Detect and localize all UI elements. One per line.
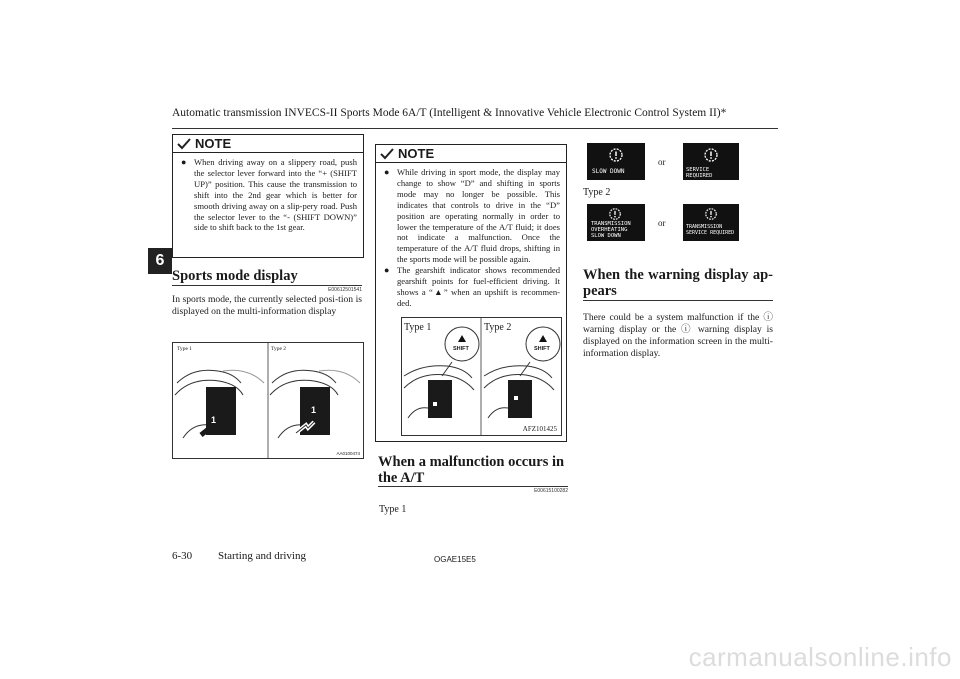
display-service-required bbox=[683, 143, 739, 180]
display-slow-down bbox=[587, 143, 645, 180]
bullet-marker: ● bbox=[181, 157, 187, 167]
figure-type2-label: Type 2 bbox=[271, 346, 287, 352]
display-text bbox=[591, 221, 631, 239]
section-title-sports-mode: Sports mode display bbox=[172, 268, 298, 284]
footer-code: OGAE15E5 bbox=[434, 555, 476, 564]
shift-label-type2: SHIFT bbox=[534, 346, 550, 352]
note-bullet-item bbox=[181, 157, 357, 233]
type2-label: Type 2 bbox=[583, 187, 611, 198]
display-text: SLOW DOWN bbox=[592, 168, 625, 175]
figure-shift-indicator bbox=[401, 317, 562, 436]
shift-indicator-illustration bbox=[402, 318, 561, 435]
watermark: carmanualsonline.info bbox=[688, 642, 952, 672]
note-header bbox=[173, 135, 363, 153]
transmission-warning-icon bbox=[608, 147, 624, 163]
section-title-warning: When the warning display ap-pears bbox=[583, 267, 773, 299]
note-bullet-item bbox=[384, 265, 560, 309]
bullet-marker: ● bbox=[384, 265, 390, 276]
note-text: While driving in sport mode, the display may change to show “D” and shifting in sports mode may no longer be possible. This indicates that controls to drive in the “D” position are operating normally in order to lower the temperature of the A/T fluid; it does not indicate a malfunction. Once the temperature of the A/T fluid drops, shifting in the sports mode will be possible again. bbox=[397, 167, 560, 265]
note-header bbox=[376, 145, 566, 163]
note-check-icon bbox=[380, 148, 394, 160]
note-box-2 bbox=[375, 144, 567, 442]
display-line: TRANSMISSION bbox=[686, 224, 723, 230]
gear-indicator-type2: 1 bbox=[311, 405, 317, 415]
header-rule bbox=[172, 128, 778, 129]
warning-paragraph: There could be a system malfunction if the ⓘ warning display or the ⓘ warning display is displayed on the information screen in the multi-information display. bbox=[583, 312, 773, 359]
or-label: or bbox=[658, 157, 666, 167]
figure-type1-label: Type 1 bbox=[177, 346, 193, 352]
figure-code: AA0100474 bbox=[336, 451, 360, 456]
display-transmission-service-required bbox=[683, 204, 739, 241]
note-box-1 bbox=[172, 134, 364, 258]
section-code: E00615100282 bbox=[534, 488, 568, 494]
figure-code: AFZ101425 bbox=[522, 425, 557, 433]
transmission-warning-icon bbox=[608, 207, 622, 221]
section-rule bbox=[172, 285, 362, 286]
display-line: SERVICE REQUIRED bbox=[686, 230, 735, 236]
figure-type2-label: Type 2 bbox=[484, 322, 512, 333]
display-transmission-overheating bbox=[587, 204, 645, 241]
display-line: OVERHEATING bbox=[591, 227, 628, 233]
section-rule bbox=[378, 486, 568, 487]
transmission-warning-icon bbox=[704, 207, 718, 221]
page-number: 6-30 bbox=[172, 550, 193, 562]
display-line: TRANSMISSION bbox=[591, 221, 631, 227]
page-header-title: Automatic transmission INVECS-II Sports Mode 6A/T (Intelligent & Innovative Vehicle Electronic Control System II)* bbox=[172, 107, 727, 119]
display-line: SLOW DOWN bbox=[591, 233, 621, 239]
or-label: or bbox=[658, 218, 666, 228]
transmission-warning-icon bbox=[703, 147, 719, 163]
footer-section: Starting and driving bbox=[218, 550, 306, 562]
note-text: When driving away on a slippery road, push the selector lever forward into the “+ (SHIFT UP)” position. This cause the transmission to shift into the 2nd gear which is better for smooth driving away on a slip-pery road. Push the selector lever to the “- (SHIFT DOWN)” side to shift back to the 1st gear. bbox=[194, 157, 357, 233]
malfunction-type1-label: Type 1 bbox=[379, 504, 407, 515]
note-heading: NOTE bbox=[195, 136, 232, 151]
figure-type1-label: Type 1 bbox=[404, 322, 432, 333]
section-title-malfunction: When a malfunction occurs in the A/T bbox=[378, 454, 565, 486]
note-check-icon bbox=[177, 138, 191, 150]
display-text: SERVICE REQUIRED bbox=[686, 167, 713, 180]
bullet-marker: ● bbox=[384, 167, 390, 177]
section-rule bbox=[583, 300, 773, 301]
figure-sports-display bbox=[172, 342, 364, 459]
display-text bbox=[686, 224, 734, 236]
note-heading: NOTE bbox=[398, 146, 435, 161]
section-code: E00612501541 bbox=[328, 287, 362, 293]
gear-indicator-type1: 1 bbox=[211, 415, 217, 425]
shift-label-type1: SHIFT bbox=[453, 346, 469, 352]
note-bullet-item bbox=[384, 167, 560, 265]
sports-display-illustration bbox=[173, 343, 363, 458]
note-text: The gearshift indicator shows recommended gearshift points for fuel-efficient driving. It shows a “▲” when an upshift is recommen-ded. bbox=[397, 265, 560, 308]
sports-mode-paragraph: In sports mode, the currently selected posi-tion is displayed on the multi-information display bbox=[172, 294, 362, 317]
chapter-tab: 6 bbox=[148, 248, 172, 274]
